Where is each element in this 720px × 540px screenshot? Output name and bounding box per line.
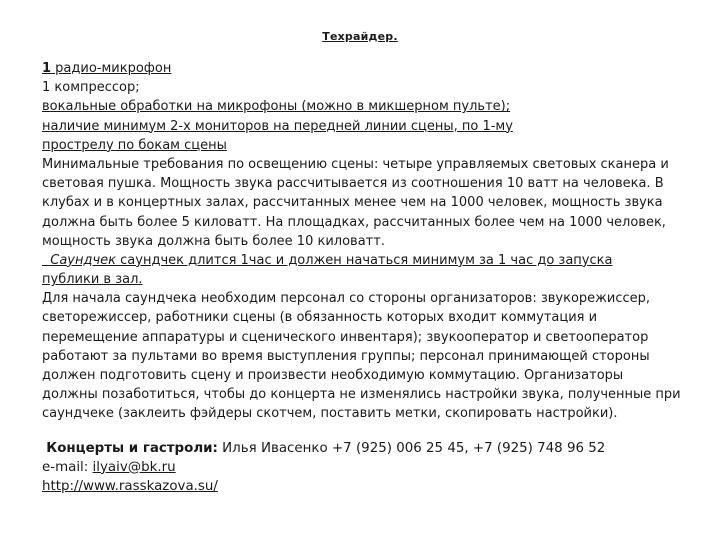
email-line xyxy=(42,458,682,477)
soundcheck-line-2: публики в зал. xyxy=(42,272,143,288)
radio-mic-line xyxy=(42,59,682,78)
soundcheck-text: саундчек длится 1час и должен начаться минимум за 1 час до запуска xyxy=(116,252,613,268)
monitors-line-2: прострелу по бокам сцены xyxy=(42,137,227,153)
email-link[interactable]: ilyaiv@bk.ru xyxy=(92,459,176,475)
staff-line: должны позаботиться, чтобы до концерта не изменялись настройки звука, полученные при xyxy=(42,387,681,403)
monitors-line-1: наличие минимум 2-х мониторов на передней линии сцены, по 1-му xyxy=(42,118,513,134)
radio-mic-text: радио-микрофон xyxy=(51,61,172,76)
contacts-label: Концерты и гастроли: xyxy=(46,440,218,456)
staff-line: саундчеке (заклеить фэйдеры скотчем, поставить метки, скопировать настройки). xyxy=(42,406,618,422)
staff-line: перемещение аппаратуры и сценического инвентаря); звукооператор и светооператор xyxy=(42,329,649,345)
spacer xyxy=(42,424,682,439)
vocal-processing-line: вокальные обработки на микрофоны (можно в микшерном пульте); xyxy=(42,99,511,115)
lighting-line: клубах и в концертных залах, рассчитанных менее чем на 1000 человек, мощность звука xyxy=(42,195,663,211)
lighting-line: Минимальные требования по освещению сцены: четыре управляемых световых сканера и xyxy=(42,156,669,172)
compressor-line: 1 компрессор; xyxy=(42,80,140,96)
staff-line: Для начала саундчека необходим персонал со стороны организаторов: звукорежиссер, xyxy=(42,291,651,307)
contacts-person: Илья Ивасенко +7 (925) 006 25 45, +7 (925) 748 96 52 xyxy=(217,440,606,456)
website-line xyxy=(42,477,682,496)
website-link[interactable]: http://www.rasskazova.su/ xyxy=(42,478,218,494)
staff-line: должен подготовить сцену и произвести необходимую коммутацию. Организаторы xyxy=(42,368,624,383)
document-body xyxy=(42,59,682,496)
staff-line: работают за пультами во время выступления группы; персонал принимающей стороны xyxy=(42,348,650,364)
radio-mic-count: 1 xyxy=(42,61,52,76)
soundcheck-label: Саундчек xyxy=(50,252,117,268)
contacts-line xyxy=(42,439,682,458)
soundcheck-line-1 xyxy=(42,251,682,270)
lighting-line: световая пушка. Мощность звука рассчитывается из соотношения 10 ватт на человека. В xyxy=(42,176,664,192)
lighting-line: должна быть более 5 киловатт. На площадках, рассчитанных более чем на 1000 человек, xyxy=(42,214,666,230)
staff-line: светорежиссер, работники сцены (в обязанность которых входит коммутация и xyxy=(42,310,598,326)
lighting-line: мощность звука должна быть более 10 киловатт. xyxy=(42,233,385,249)
email-label: e-mail: xyxy=(42,459,93,475)
page-title: Техрайдер. xyxy=(322,30,398,43)
